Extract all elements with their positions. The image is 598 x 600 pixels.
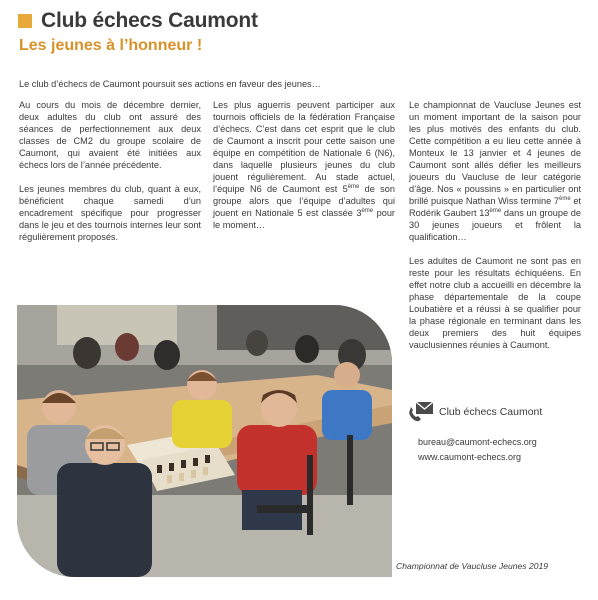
- column-2: [213, 99, 395, 243]
- chess-tournament-photo: [17, 305, 392, 577]
- column-1: [19, 99, 201, 255]
- contact-email-link[interactable]: bureau@caumont-echecs.org: [418, 437, 537, 447]
- col2-text-a: Les plus aguerris peuvent participer aux tournois officiels de la fédération Française d’échecs. C’est dans cet esprit que le club de Caumont a inscrit pour cette saison une équipe en compétition de Nationale 6 (N6), dans laquelle plusieurs jeunes du club jouent régulièrement. Au stade actuel, l’équipe N6 de Caumont est 5: [213, 100, 395, 194]
- col2-paragraph-1: [213, 99, 395, 231]
- col3-paragraph-1: [409, 99, 581, 243]
- col3-text-b: et Rodérik Gaubert 13: [409, 196, 581, 218]
- contact-block: [408, 398, 588, 462]
- photo-illustration: [17, 305, 392, 577]
- envelope-phone-icon: [408, 401, 434, 423]
- title-bullet-square: [18, 14, 32, 28]
- photo-caption: Championnat de Vaucluse Jeunes 2019: [396, 561, 549, 571]
- contact-website-link[interactable]: www.caumont-echecs.org: [418, 452, 522, 462]
- column-3: [409, 99, 581, 363]
- col3-paragraph-2: Les adultes de Caumont ne sont pas en reste pour les résultats échiquéens. En effet notre club a accueilli en décembre la phase départementale de la coupe Loubatière et a réussi à se qualifier pour la phase régionale en terminant dans les deux premiers des huit équipes vauclusiennes réunies à Caumont.: [409, 256, 581, 350]
- intro-text: Le club d’échecs de Caumont poursuit ses actions en faveur des jeunes…: [19, 79, 321, 89]
- col2-sup-2: ème: [361, 207, 374, 214]
- col1-paragraph-2: Les jeunes membres du club, quant à eux, bénéficient chaque samedi d’un encadrement spécifique pour progresser dans le jeu et des tournois internes leur sont régulièrement proposés.: [19, 184, 201, 242]
- title-row: [18, 9, 258, 33]
- contact-header: [408, 398, 588, 426]
- col1-paragraph-1: Au cours du mois de décembre dernier, deux adultes du club ont assuré des séances de perfectionnement aux deux classes de CM2 du groupe scolaire de Caumont, qui avaient été initiées aux échecs lors de l’année précédente.: [19, 100, 201, 170]
- col3-text-c: dans un groupe de 30 jeunes joueurs et frôlent la qualification…: [409, 208, 581, 242]
- col2-text-c: pour le moment…: [213, 208, 395, 230]
- col3-text-a: Le championnat de Vaucluse Jeunes est un moment important de la saison pour les plus motivés des enfants du club. Cette compétition a eu lieu cette année à Monteux le 13 janvier et 4 jeunes de Caumont sont allés défier les meilleurs joueurs du Vaucluse de leur catégorie d’âge. Nos « poussins » en particulier ont brillé puisque Nathan Wiss termine 7: [409, 100, 581, 206]
- col2-sup-1: ème: [347, 183, 360, 190]
- col2-text-b: de son groupe alors que l’équipe d’adultes qui jouent en Nationale 5 est classée 3: [213, 184, 395, 218]
- contact-club-name: Club échecs Caumont: [439, 406, 543, 418]
- article-title: Club échecs Caumont: [41, 9, 258, 32]
- col3-sup-2: ème: [489, 207, 502, 214]
- col3-sup-1: ème: [559, 195, 571, 202]
- article-subtitle: Les jeunes à l’honneur !: [19, 37, 203, 54]
